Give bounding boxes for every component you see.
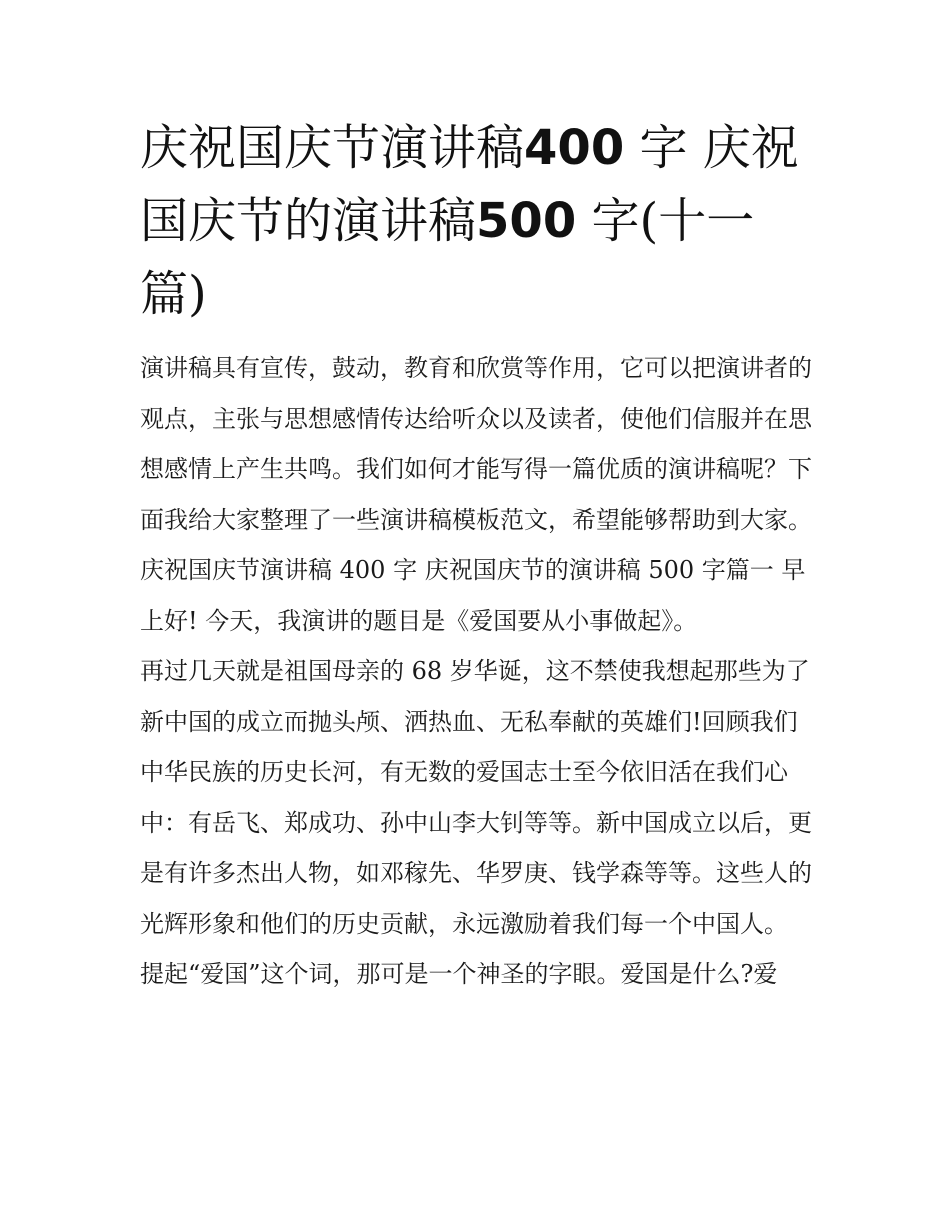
body-paragraph: 庆祝国庆节演讲稿 400 字 庆祝国庆节的演讲稿 500 字篇一 早上好! 今天，我演讲的题目是《爱国要从小事做起》。 xyxy=(140,556,806,635)
body-paragraph: 提起“爱国”这个词，那可是一个神圣的字眼。爱国是什么?爱 xyxy=(140,960,778,988)
title-number-400: 400 xyxy=(524,120,625,176)
title-text-3: 字(十一篇) xyxy=(140,193,755,322)
intro-paragraph: 演讲稿具有宣传，鼓动，教育和欣赏等作用，它可以把演讲者的观点，主张与思想感情传达给听众以及读者，使他们信服并在思想感情上产生共鸣。我们如何才能写得一篇优质的演讲稿呢？下面我给大家整理了一些演讲稿模板范文，希望能够帮助到大家。 xyxy=(140,354,812,534)
document-title xyxy=(140,112,812,331)
document-page xyxy=(140,112,812,1000)
title-text-2: 字 庆祝国庆节的演讲稿 xyxy=(140,120,799,249)
title-number-500: 500 xyxy=(476,193,577,249)
body-paragraph: 再过几天就是祖国母亲的 68 岁华诞，这不禁使我想起那些为了新中国的成立而抛头颅、洒热血、无私奉献的英雄们!回顾我们中华民族的历史长河，有无数的爱国志士至今依旧活在我们心中：有岳飞、郑成功、孙中山李大钊等等。新中国成立以后，更是有许多杰出人物，如邓稼先、华罗庚、钱学森等等。这些人的光辉形象和他们的历史贡献，永远激励着我们每一个中国人。 xyxy=(140,657,812,938)
title-text-1: 庆祝国庆节演讲稿 xyxy=(140,120,525,176)
